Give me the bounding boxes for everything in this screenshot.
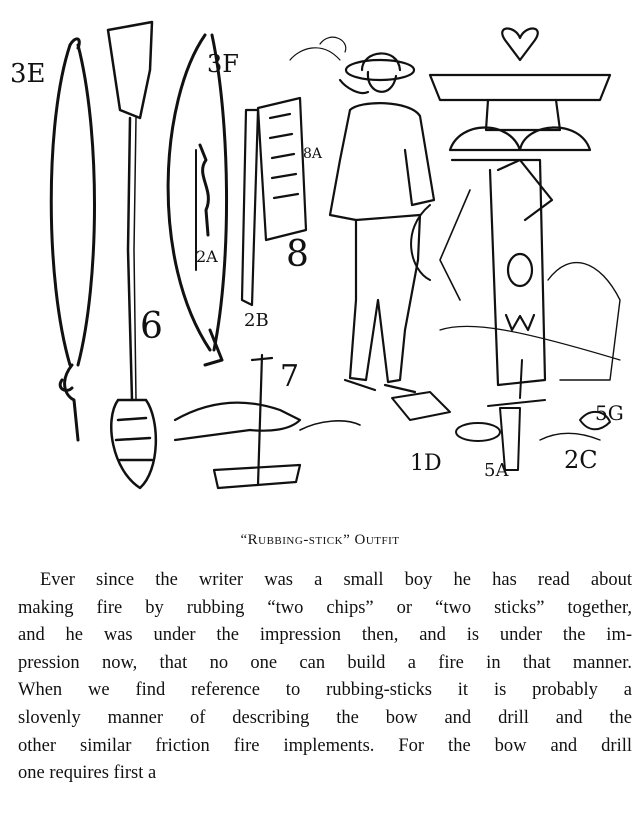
label-5g: 5G (595, 401, 624, 425)
scout-figure-drawing (290, 37, 434, 392)
label-7: 7 (280, 359, 300, 394)
body-paragraph (18, 567, 632, 788)
label-8a: 8A (303, 146, 323, 162)
body-line: and he was under the impression then, and is under the im- (18, 625, 632, 646)
body-line: slovenly manner of describing the bow and drill and the (18, 707, 632, 728)
label-2b: 2B (244, 310, 269, 331)
bow-3f-drawing (168, 35, 226, 365)
body-line: other similar friction fire implements. For the bow and drill (18, 735, 632, 756)
caption-open-quote: “ (240, 532, 248, 548)
body-line: When we find reference to rubbing-sticks it is probably a (18, 680, 632, 701)
body-line: one requires first a (18, 763, 157, 784)
caption-close-quote: ” (343, 532, 351, 548)
figure-caption (0, 532, 640, 549)
hands-drill-7-drawing (175, 355, 360, 488)
caption-suffix: Outfit (354, 532, 400, 548)
label-3e: 3E (10, 59, 46, 89)
spindle-2b-drawing (242, 110, 258, 305)
label-2c: 2C (564, 446, 598, 474)
caption-title: Rubbing-stick (247, 532, 344, 548)
body-line: Ever since the writer was a small boy he has read about (40, 570, 632, 590)
body-line: making fire by rubbing “two chips” or “two sticks” together, (18, 597, 632, 618)
totem-pole-drawing (430, 28, 620, 385)
label-8: 8 (286, 234, 309, 275)
label-6: 6 (140, 306, 163, 347)
fireboard-8-drawing (258, 98, 306, 240)
body-line: pression now, that no one can build a fire in that manner. (18, 652, 632, 673)
bow-3e-drawing (51, 39, 94, 440)
label-2a: 2A (196, 247, 218, 266)
label-5a: 5A (484, 460, 509, 481)
drill-6-drawing (108, 22, 156, 488)
label-3f: 3F (207, 50, 239, 78)
label-1d: 1D (410, 451, 442, 476)
